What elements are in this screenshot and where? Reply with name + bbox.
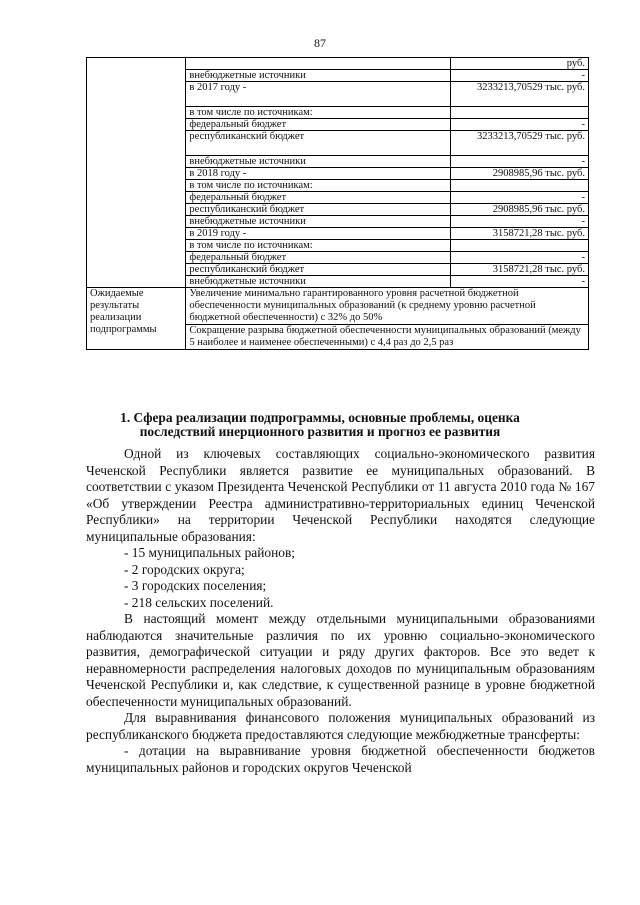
- table-cell-label: республиканский бюджет: [186, 264, 451, 276]
- section-body: [86, 446, 595, 776]
- table-cell-value: -: [451, 70, 589, 82]
- table-cell-value: -: [451, 192, 589, 204]
- list-item: - 3 городских поселения;: [124, 578, 267, 593]
- list-item: - 15 муниципальных районов;: [124, 545, 296, 560]
- table-cell-label: республиканский бюджет: [186, 131, 451, 156]
- table-cell-label: [186, 58, 451, 70]
- table-cell-value: руб.: [451, 58, 589, 70]
- expected-result-2: Сокращение разрыва бюджетной обеспеченности муниципальных образований (между 5 наиболее и наименее обеспеченными) с 4,4 раз до 2,5 раз: [186, 325, 589, 350]
- table-cell-label: в 2017 году -: [186, 82, 451, 107]
- table-cell-value: 3233213,70529 тыс. руб.: [451, 131, 589, 156]
- table-cell-label: в 2018 году -: [186, 168, 451, 180]
- section-heading: 1. Сфера реализации подпрограммы, основные проблемы, оценка последствий инерционного развития и прогноз ее развития: [120, 410, 520, 439]
- table-cell-value: -: [451, 216, 589, 228]
- table-cell-value: -: [451, 276, 589, 288]
- table-cell-label: в том числе по источникам:: [186, 107, 451, 119]
- table-cell-label: республиканский бюджет: [186, 204, 451, 216]
- table-cell-value: -: [451, 252, 589, 264]
- table-cell-value: -: [451, 156, 589, 168]
- table-row: [87, 58, 589, 70]
- expected-results-label: Ожидаемые результаты реализации подпрограммы: [87, 288, 186, 350]
- list-item: - 2 городских округа;: [124, 561, 245, 577]
- table-cell-label: внебюджетные источники: [186, 156, 451, 168]
- table-cell-value: -: [451, 119, 589, 131]
- table-cell-value: 3158721,28 тыс. руб.: [451, 228, 589, 240]
- table-cell-value: 2908985,96 тыс. руб.: [451, 168, 589, 180]
- paragraph-subsidies: - дотации на выравнивание уровня бюджетной обеспеченности бюджетов муниципальных районов и городских округов Чеченской: [86, 743, 595, 775]
- table-cell-label: в том числе по источникам:: [186, 180, 451, 192]
- table-row: [87, 288, 589, 325]
- table-cell-label: федеральный бюджет: [186, 119, 451, 131]
- table-cell-label: внебюджетные источники: [186, 276, 451, 288]
- table-cell-label: федеральный бюджет: [186, 252, 451, 264]
- list-item: - 218 сельских поселений.: [124, 594, 274, 610]
- table-cell-label: внебюджетные источники: [186, 216, 451, 228]
- table-cell-value: [451, 107, 589, 119]
- table-cell-label: федеральный бюджет: [186, 192, 451, 204]
- table-cell-value: 2908985,96 тыс. руб.: [451, 204, 589, 216]
- paragraph-intro: Одной из ключевых составляющих социально-экономического развития Чеченской Республики является развитие ее муниципальных образований. В соответствии с указом Президента Чеченской Республики от 11 августа 2010 года № 167 «Об утверждении Реестра административно-территориальных единиц Чеченской Республики» на территории Чеченской Республики находятся следующие муниципальные образования:: [86, 446, 595, 544]
- table-cell-value: [451, 240, 589, 252]
- expected-result-1: Увеличение минимально гарантированного уровня расчетной бюджетной обеспеченности муниципальных образований (к среднему уровню расчетной бюджетной обеспеченности) с 32% до 50%: [186, 288, 589, 325]
- paragraph-transfers: Для выравнивания финансового положения муниципальных образований из республиканского бюджета предоставляются следующие межбюджетные трансферты:: [86, 710, 595, 742]
- table-cell-label: в том числе по источникам:: [186, 240, 451, 252]
- page-number: 87: [314, 36, 326, 50]
- table-cell-value: 3158721,28 тыс. руб.: [451, 264, 589, 276]
- table-cell-value: [451, 180, 589, 192]
- table-cell-value: 3233213,70529 тыс. руб.: [451, 82, 589, 107]
- table-cell-label: внебюджетные источники: [186, 70, 451, 82]
- financing-table: [86, 57, 589, 350]
- table-cell-label: в 2019 году -: [186, 228, 451, 240]
- paragraph-disparities: В настоящий момент между отдельными муниципальными образованиями наблюдаются значительные различия по их уровню социально-экономического развития, демографической ситуации и ряду других факторов. Все это ведет к неравномерности распределения налоговых доходов по муниципальным образованиям Чеченской Республики и, как следствие, к существенной разнице в уровне бюджетной обеспеченности муниципальных образований.: [86, 611, 595, 709]
- table-cell-empty: [87, 58, 186, 288]
